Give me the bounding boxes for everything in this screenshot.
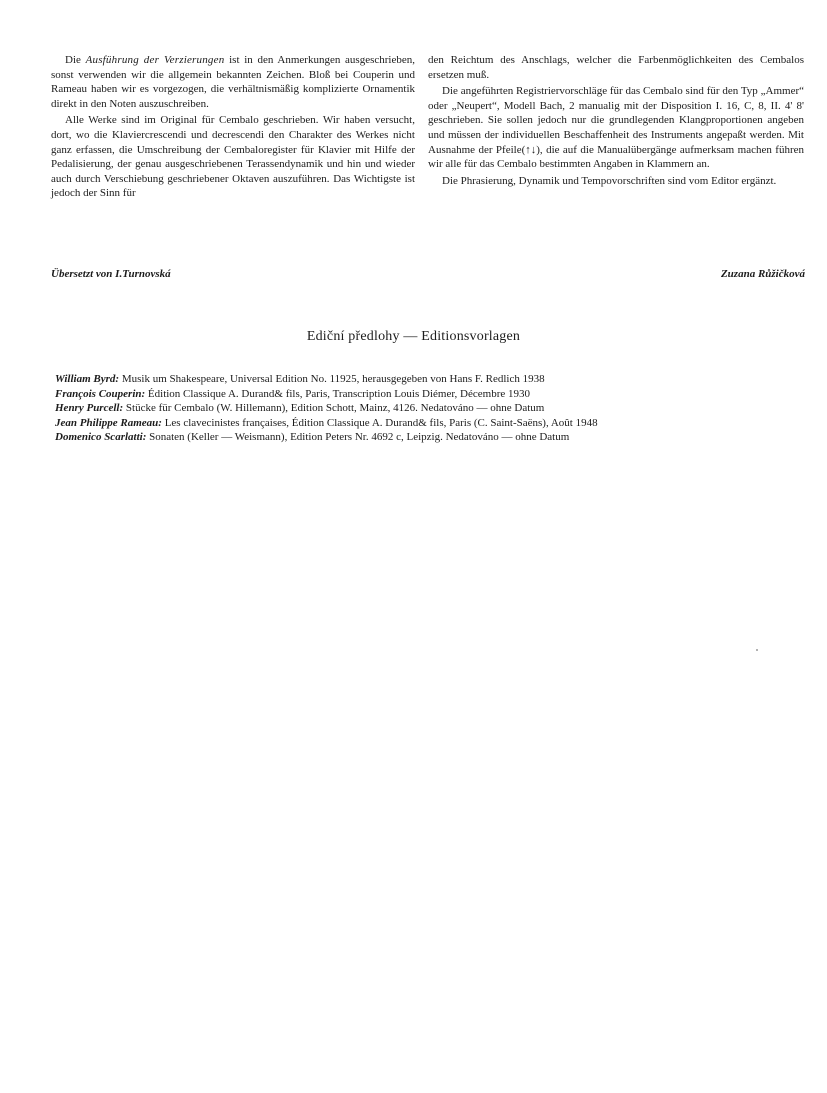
continued-paragraph: den Reichtum des Anschlags, welcher die Farbenmöglichkeiten des Cembalos ersetzen muß. bbox=[428, 54, 804, 81]
source-composer: Henry Purcell: bbox=[55, 402, 124, 415]
list-item bbox=[55, 372, 815, 387]
section-title: Ediční předlohy — Editionsvorlagen bbox=[306, 329, 521, 344]
source-composer: William Byrd: bbox=[55, 373, 120, 385]
phrasing-paragraph: Die Phrasierung, Dynamik und Tempovorschriften sind vom Editor ergänzt. bbox=[442, 174, 777, 187]
source-composer: François Couperin: bbox=[55, 387, 146, 400]
right-text-column bbox=[428, 53, 804, 188]
source-composer: Jean Philippe Rameau: bbox=[55, 416, 162, 429]
ornament-term: Ausführung der Verzierungen bbox=[85, 54, 225, 66]
ornament-paragraph bbox=[51, 53, 415, 111]
list-item bbox=[55, 430, 815, 445]
source-edition: Sonaten (Keller — Weismann), Edition Peters Nr. 4692 c, Leipzig. Nedatováno — ohne Datum bbox=[146, 431, 570, 444]
list-item bbox=[55, 387, 815, 402]
scan-speck bbox=[756, 649, 758, 651]
ornament-paragraph-start: Die bbox=[65, 54, 86, 66]
cembalo-paragraph: Alle Werke sind im Original für Cembalo geschrieben. Wir haben versucht, dort, wo die Klaviercrescendi und decrescendi den Charakter des Werkes nicht ganz erfassen, die Umschreibung der Cembaloregister für Klavier mit Hilfe der Pedalisierung, der genau ausgeschriebenen Terassendynamik und hin und wieder auch durch Verschiebung geschriebener Oktaven auszuführen. Das Wichtigste ist jedoch der Sinn für bbox=[51, 114, 415, 200]
ornament-paragraph-rest: ist in den Anmerkungen ausgeschrieben, sonst verwenden wir die allgemein bekannten Zeichen. Bloß bei Couperin und Rameau haben wir es vorgezogen, die verhältnismäßig komplizierte Ornamentik direkt in den Noten auszuschreiben. bbox=[51, 54, 415, 110]
source-composer: Domenico Scarlatti: bbox=[55, 431, 147, 444]
source-edition: Musik um Shakespeare, Universal Edition No. 11925, herausgegeben von Hans F. Redlich 1938 bbox=[119, 373, 545, 385]
author-signature: Zuzana Růžičková bbox=[720, 268, 805, 280]
list-item bbox=[55, 401, 815, 416]
source-edition: Les claveciniste​s françaises, Édition Classique A. Durand& fils, Paris (C. Saint-Saëns), Août 1948 bbox=[161, 416, 598, 429]
source-edition: Stücke für Cembalo (W. Hillemann), Edition Schott, Mainz, 4126. Nedatováno — ohne Datum bbox=[123, 402, 545, 415]
registration-paragraph: Die angeführten Registriervorschläge für das Cembalo sind für den Typ „Ammer“ oder „Neupert“, Modell Bach, 2 manualig mit der Disposition I. 16, C, 8, II. 4' 8' geschrieben. Sie sollen jedoch nur die grundlegenden Klangproportionen angeben und müssen der individuellen Beschaffenheit des Instruments angepaßt werden. Mit Ausnahme der Pfeile(↑↓), die auf die Manualübergänge aufmerksam machen führen wir alle für das Cembalo bestimmten Angaben in Klammern an. bbox=[428, 85, 804, 171]
left-text-column bbox=[51, 53, 415, 201]
translator-signature: Übersetzt von I.Turnovská bbox=[51, 268, 171, 280]
source-edition: Édition Classique A. Durand& fils, Paris, Transcription Louis Diémer, Décembre 1930 bbox=[145, 387, 530, 400]
sources-list bbox=[55, 372, 815, 445]
list-item bbox=[55, 416, 815, 431]
